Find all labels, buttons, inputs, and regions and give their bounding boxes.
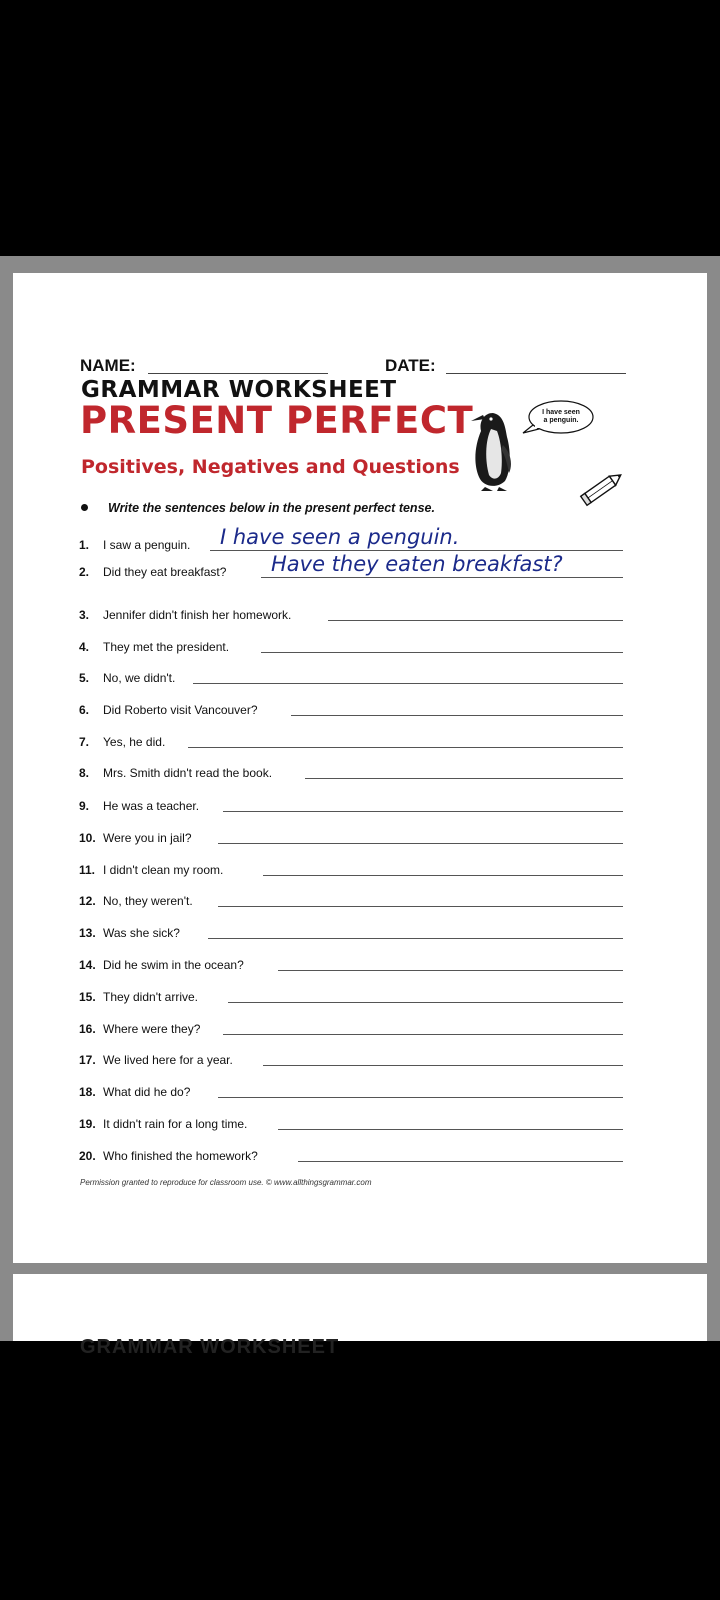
- question-text: They met the president.: [103, 640, 230, 654]
- bubble-line-1: I have seen: [542, 409, 580, 416]
- answer-line[interactable]: [210, 550, 623, 551]
- question-row: [79, 829, 192, 851]
- answer-line[interactable]: [223, 811, 623, 812]
- next-page: [13, 1274, 707, 1358]
- bubble-line-2: a penguin.: [543, 417, 579, 424]
- question-row: [79, 563, 226, 585]
- question-row: [79, 669, 175, 691]
- question-number: 15.: [79, 990, 96, 1004]
- question-number: 17.: [79, 1053, 96, 1067]
- question-text: Yes, he did.: [103, 735, 166, 749]
- question-row: [79, 1115, 247, 1137]
- question-text: Who finished the homework?: [103, 1149, 258, 1163]
- question-number: 4.: [79, 640, 90, 654]
- question-text: Mrs. Smith didn't read the book.: [103, 766, 273, 780]
- question-row: [79, 606, 291, 628]
- answer-line[interactable]: [228, 1002, 623, 1003]
- answer-line[interactable]: [291, 715, 623, 716]
- speech-bubble: [533, 403, 593, 431]
- question-number: 18.: [79, 1085, 96, 1099]
- answer-line[interactable]: [305, 778, 623, 779]
- question-row: [79, 1051, 233, 1073]
- question-number: 13.: [79, 926, 96, 940]
- question-row: [79, 701, 258, 723]
- question-row: [79, 764, 272, 786]
- answer-line[interactable]: [208, 938, 623, 939]
- question-number: 12.: [79, 894, 96, 908]
- handwritten-answer: Have they eaten breakfast?: [271, 552, 563, 576]
- question-number: 20.: [79, 1149, 96, 1163]
- answer-line[interactable]: [278, 970, 623, 971]
- next-page-title: GRAMMAR WORKSHEET: [80, 1336, 340, 1358]
- question-text: Jennifer didn't finish her homework.: [103, 608, 292, 622]
- question-row: [79, 1083, 190, 1105]
- worksheet-title: GRAMMAR WORKSHEET: [81, 377, 397, 403]
- date-label: DATE:: [385, 356, 436, 375]
- answer-line[interactable]: [298, 1161, 623, 1162]
- instruction-text: Write the sentences below in the present perfect tense.: [108, 501, 435, 515]
- question-text: He was a teacher.: [103, 799, 200, 813]
- instruction: [81, 501, 435, 515]
- question-text: We lived here for a year.: [103, 1053, 233, 1067]
- bullet-icon: [81, 504, 88, 511]
- question-number: 14.: [79, 958, 96, 972]
- question-number: 1.: [79, 538, 90, 552]
- question-row: [79, 1147, 258, 1169]
- answer-line[interactable]: [218, 843, 623, 844]
- question-text: Where were they?: [103, 1022, 201, 1036]
- question-row: [79, 638, 229, 660]
- answer-line[interactable]: [263, 875, 623, 876]
- name-label: NAME:: [80, 356, 136, 375]
- footer-note: Permission granted to reproduce for classroom use. © www.allthingsgrammar.com: [80, 1178, 372, 1187]
- question-number: 5.: [79, 671, 90, 685]
- question-number: 16.: [79, 1022, 96, 1036]
- question-text: I saw a penguin.: [103, 538, 191, 552]
- question-row: [79, 892, 193, 914]
- question-row: [79, 861, 223, 883]
- question-text: No, we didn't.: [103, 671, 176, 685]
- question-text: It didn't rain for a long time.: [103, 1117, 248, 1131]
- answer-line[interactable]: [261, 577, 623, 578]
- main-title: PRESENT PERFECT: [80, 399, 474, 442]
- subtitle: Positives, Negatives and Questions: [81, 456, 460, 478]
- question-number: 11.: [79, 863, 96, 877]
- question-number: 10.: [79, 831, 96, 845]
- answer-line[interactable]: [223, 1034, 623, 1035]
- svg-text:I have seen: [542, 409, 580, 416]
- question-row: [79, 988, 198, 1010]
- question-number: 9.: [79, 799, 90, 813]
- question-text: They didn't arrive.: [103, 990, 198, 1004]
- answer-line[interactable]: [193, 683, 623, 684]
- question-text: Did he swim in the ocean?: [103, 958, 244, 972]
- question-number: 7.: [79, 735, 90, 749]
- question-number: 2.: [79, 565, 90, 579]
- answer-line[interactable]: [218, 906, 623, 907]
- question-row: [79, 1020, 200, 1042]
- question-text: Was she sick?: [103, 926, 180, 940]
- question-number: 8.: [79, 766, 90, 780]
- question-number: 6.: [79, 703, 90, 717]
- question-text: Did Roberto visit Vancouver?: [103, 703, 258, 717]
- worksheet-page: [13, 273, 707, 1263]
- answer-line[interactable]: [261, 652, 623, 653]
- handwritten-answer: I have seen a penguin.: [220, 525, 460, 549]
- answer-line[interactable]: [218, 1097, 623, 1098]
- question-row: [79, 956, 244, 978]
- document-viewer[interactable]: [0, 256, 720, 1358]
- question-text: Were you in jail?: [103, 831, 192, 845]
- question-text: Did they eat breakfast?: [103, 565, 227, 579]
- answer-line[interactable]: [263, 1065, 623, 1066]
- question-row: [79, 536, 190, 558]
- question-text: I didn't clean my room.: [103, 863, 224, 877]
- question-row: [79, 924, 180, 946]
- date-field-line[interactable]: [446, 373, 626, 374]
- svg-text:a penguin.: [544, 417, 579, 424]
- question-row: [79, 733, 165, 755]
- question-text: No, they weren't.: [103, 894, 193, 908]
- question-text: What did he do?: [103, 1085, 191, 1099]
- question-row: [79, 797, 199, 819]
- answer-line[interactable]: [188, 747, 623, 748]
- answer-line[interactable]: [278, 1129, 623, 1130]
- name-field-line[interactable]: [148, 373, 328, 374]
- question-number: 19.: [79, 1117, 96, 1131]
- pencil-icon: [579, 468, 627, 508]
- answer-line[interactable]: [328, 620, 623, 621]
- question-number: 3.: [79, 608, 90, 622]
